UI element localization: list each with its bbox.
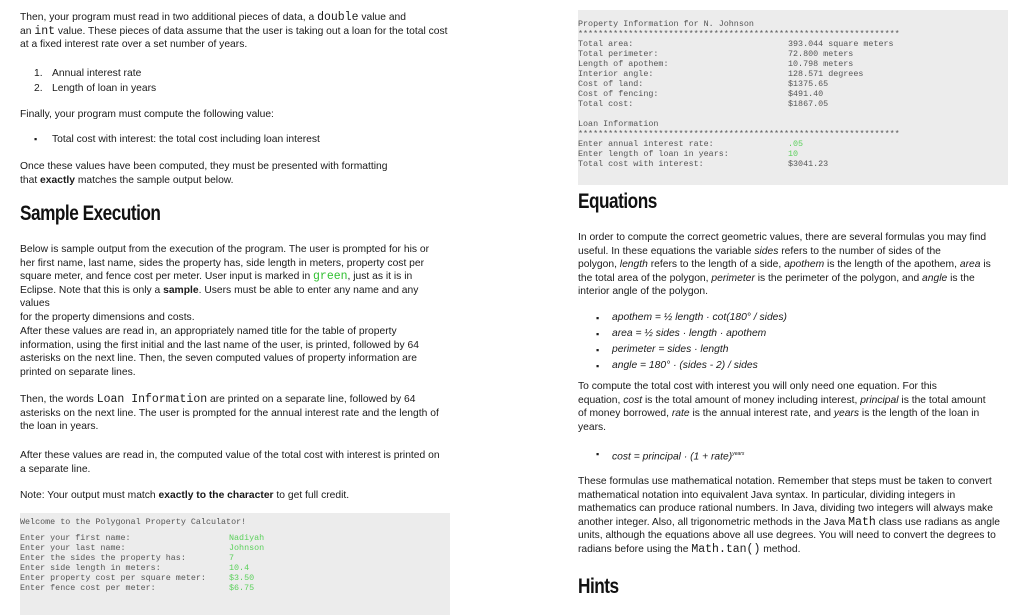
list-item	[20, 81, 156, 96]
console-label: Enter side length in meters:	[20, 563, 161, 573]
console-label: Cost of fencing:	[578, 89, 659, 99]
equation-angle	[578, 358, 787, 374]
console-row	[578, 99, 1008, 109]
text: , just as it is in	[347, 271, 413, 283]
console-label: Total cost with interest:	[578, 159, 704, 169]
green-word: green	[313, 270, 348, 284]
text: is the total amount	[898, 394, 986, 406]
console-value: $1867.05	[788, 99, 829, 109]
console-value: 10.798 meters	[788, 59, 854, 69]
console-row	[578, 69, 1008, 79]
console-label: Total perimeter:	[578, 49, 659, 59]
text: To compute the total cost with interest you will only need one equation. For this	[578, 381, 937, 392]
console-loan-title: Loan Information	[578, 119, 659, 129]
console-row	[20, 533, 450, 543]
console-row	[20, 583, 450, 593]
console-value: $1375.65	[788, 79, 829, 89]
console-label: Enter your first name:	[20, 533, 131, 543]
text: asterisks on the next line. The user is prompted for the annual interest rate and the length of	[20, 407, 439, 419]
text: equation,	[578, 394, 624, 406]
text: is the perimeter of the polygon, and	[754, 272, 923, 284]
console-row	[578, 159, 1008, 169]
console-row	[20, 563, 450, 573]
cost-equation-list	[578, 446, 744, 465]
text: is	[980, 259, 991, 271]
italic-term: perimeter	[711, 272, 755, 284]
console-input-value: $6.75	[229, 583, 255, 593]
code-math-tan: Math.tan()	[691, 542, 761, 556]
bold-text: sample	[163, 284, 199, 296]
text: method.	[760, 543, 801, 555]
text: Then, your program must read in two additional pieces of data, a	[20, 12, 318, 23]
text: her first name, last name, sides the property has, side length in meters, property cost per	[20, 257, 425, 269]
text: at a fixed interest rate over a set number of years.	[20, 39, 248, 51]
console-input-value: $3.50	[229, 573, 255, 583]
console-value: 128.571 degrees	[788, 69, 864, 79]
console-label: Enter the sides the property has:	[20, 553, 186, 563]
text: a separate line.	[20, 463, 91, 475]
text: for the property dimensions and costs.	[20, 311, 195, 323]
text: Note: Your output must match	[20, 490, 159, 501]
text: mathematics can produce rational numbers. In Java, dividing two integers will always make	[578, 503, 993, 515]
code-loan-information: Loan Information	[96, 393, 208, 406]
console-value: 393.044 square meters	[788, 39, 894, 49]
paragraph-note	[20, 489, 349, 503]
text: After these values are read in, the computed value of the total cost with interest is printed on	[20, 450, 440, 461]
text: square meter, and fence cost per meter. User input is marked in	[20, 271, 314, 283]
text: years.	[578, 421, 607, 433]
equation-text: area = ½ sides · length · apothem	[612, 328, 767, 339]
equation-cost	[578, 446, 744, 465]
equation-apothem	[578, 310, 787, 326]
console-label: Enter annual interest rate:	[578, 139, 714, 149]
text: interior angle of the polygon.	[578, 286, 708, 298]
bold-text: exactly	[40, 174, 75, 186]
text: an	[20, 25, 35, 37]
text: that	[20, 174, 41, 186]
console-value: 72.800 meters	[788, 49, 854, 59]
text: In order to compute the correct geometric values, there are several formulas you may find	[578, 232, 987, 243]
paragraph-formatting	[20, 160, 387, 187]
italic-term: principal	[860, 394, 899, 406]
text: another integer. Also, all trigonometric methods in the Java	[578, 516, 849, 528]
equation-text: apothem = ½ length · cot(180° / sides)	[612, 312, 787, 323]
console-asterisks: ****************************************************************	[578, 129, 900, 139]
text: . Users must be able to enter any name and any values	[20, 284, 419, 310]
console-label: Enter length of loan in years:	[578, 149, 729, 159]
text: polygon,	[578, 259, 620, 271]
text: refers to the length of a side,	[647, 259, 785, 271]
console-welcome: Welcome to the Polygonal Property Calculator!	[20, 517, 247, 527]
console-label: Interior angle:	[578, 69, 654, 79]
console-label: Total cost:	[578, 99, 634, 109]
numbered-list	[20, 66, 156, 96]
text: units, although the equations above all use degrees. You will need to convert the degrees to	[578, 530, 996, 542]
console-row	[578, 39, 1008, 49]
sample-console-output	[578, 10, 1008, 185]
console-input-value: 7	[229, 553, 235, 563]
heading-sample-execution: Sample Execution	[20, 202, 161, 225]
list-item-text: Length of loan in years	[52, 83, 157, 94]
heading-equations: Equations	[578, 190, 657, 213]
console-asterisks: ****************************************************************	[578, 29, 900, 39]
console-row	[20, 553, 450, 563]
text: Eclipse. Note that this is only a	[20, 284, 164, 296]
list-item-text: Annual interest rate	[52, 68, 142, 79]
console-label: Cost of land:	[578, 79, 644, 89]
text: useful. In these equations the variable	[578, 245, 755, 257]
list-item: ▪ Total cost with interest: the total cost including loan interest	[20, 132, 320, 147]
text: matches the sample output below.	[74, 174, 234, 186]
italic-term: rate	[671, 408, 690, 420]
equation-list	[578, 310, 787, 374]
equation-text: angle = 180° · (sides - 2) / sides	[612, 360, 758, 371]
text: Once these values have been computed, they must be presented with formatting	[20, 161, 388, 172]
console-value: $491.40	[788, 89, 824, 99]
console-value: $3041.23	[788, 159, 829, 169]
paragraph-total-cost	[20, 449, 440, 476]
paragraph-sample-output	[20, 243, 450, 325]
text: asterisks on the next line. Then, the seven computed values of property information are	[20, 353, 418, 365]
paragraph-loan-info	[20, 393, 439, 434]
text: refers to the number of sides of the	[778, 245, 941, 257]
text: These formulas use mathematical notation. Remember that steps must be taken to convert	[578, 476, 992, 487]
text: mathematical notation into equivalent Java syntax. In particular, dividing integers in	[578, 489, 956, 501]
text: the loan in years.	[20, 421, 99, 433]
console-label: Enter fence cost per meter:	[20, 583, 156, 593]
heading-hints: Hints	[578, 575, 619, 598]
equation-perimeter	[578, 342, 787, 358]
italic-term: apothem	[784, 259, 825, 271]
console-input-value: Johnson	[229, 543, 265, 553]
text: is the	[947, 272, 975, 284]
console-label: Enter your last name:	[20, 543, 126, 553]
text: class use radians as angle	[875, 516, 1000, 528]
console-row	[20, 543, 450, 553]
paragraph-notation	[578, 475, 1000, 557]
console-label: Total area:	[578, 39, 634, 49]
italic-term: years	[833, 408, 860, 420]
equation-text: perimeter = sides · length	[612, 344, 729, 355]
text: to get full credit.	[273, 490, 350, 501]
text: the total area of the polygon,	[578, 272, 712, 284]
text: Below is sample output from the execution of the program. The user is prompted for his or	[20, 244, 430, 255]
bullet-list	[20, 132, 320, 147]
text: are printed on a separate line, followed by 64	[207, 394, 416, 405]
italic-term: area	[959, 259, 981, 271]
paragraph-data-intro	[20, 11, 448, 52]
console-input-value: .05	[788, 139, 804, 149]
list-number: 1.	[34, 68, 43, 79]
console-row	[578, 59, 1008, 69]
italic-term: cost	[623, 394, 643, 406]
console-row	[578, 89, 1008, 99]
text: printed on separate lines.	[20, 366, 136, 378]
console-property-title: Property Information for N. Johnson	[578, 19, 754, 29]
text: radians before using the	[578, 543, 692, 555]
sample-console-input	[20, 513, 450, 615]
text: of money borrowed,	[578, 408, 672, 420]
paragraph-cost-intro	[578, 380, 986, 434]
console-input-value: 10.4	[229, 563, 250, 573]
paragraph-finally: Finally, your program must compute the following value:	[20, 109, 274, 120]
text: Then, the words	[20, 394, 97, 405]
text: After these values are read in, an appropriately named title for the table of property	[20, 326, 397, 337]
text: is the length of the apothem,	[824, 259, 960, 271]
code-math: Math	[848, 515, 876, 529]
italic-term: angle	[922, 272, 948, 284]
equation-exponent: years	[732, 451, 745, 457]
console-row	[578, 149, 1008, 159]
console-label: Enter property cost per square meter:	[20, 573, 206, 583]
bold-text: exactly to the character	[158, 490, 274, 501]
italic-term: length	[619, 259, 648, 271]
text: is the total amount of money including interest,	[642, 394, 861, 406]
equation-area	[578, 326, 787, 342]
equation-text: cost = principal · (1 + rate)	[612, 451, 733, 463]
code-double: double	[317, 11, 359, 24]
paragraph-title-table	[20, 325, 419, 379]
console-row	[20, 573, 450, 583]
text: is the annual interest rate, and	[689, 408, 834, 420]
console-row	[578, 79, 1008, 89]
list-item	[20, 66, 156, 81]
text: information, using the first initial and the last name of the user, is printed, followed by 64	[20, 339, 419, 351]
console-input-value: Nadiyah	[229, 533, 265, 543]
console-row	[578, 139, 1008, 149]
text: value and	[358, 12, 407, 23]
console-row	[578, 49, 1008, 59]
code-int: int	[34, 24, 56, 38]
paragraph-equations-intro	[578, 231, 991, 299]
text: value. These pieces of data assume that the user is taking out a loan for the total cost	[55, 25, 448, 37]
text: is the length of the loan in	[859, 408, 980, 420]
italic-term: sides	[754, 245, 779, 257]
console-label: Length of apothem:	[578, 59, 669, 69]
list-number: 2.	[34, 83, 43, 94]
console-input-value: 10	[788, 149, 799, 159]
